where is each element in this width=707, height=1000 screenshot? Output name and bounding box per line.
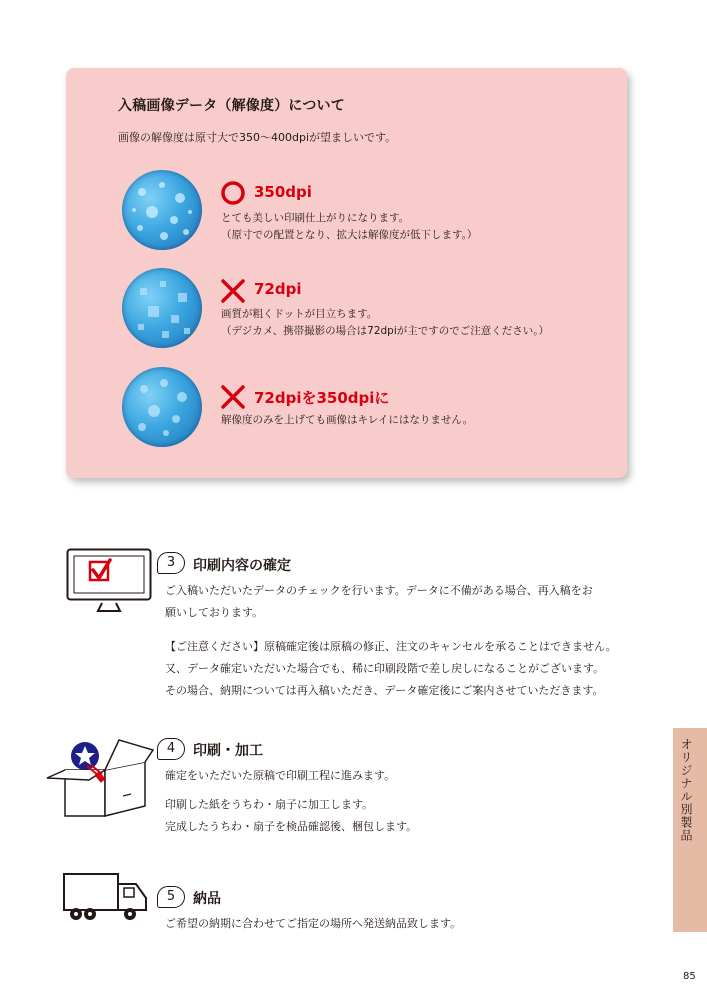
cross-mark-icon (220, 384, 246, 410)
step-4-description: 確定をいただいた原稿で印刷工程に進みます。 (165, 769, 396, 782)
step-number-4: 4 (157, 738, 185, 760)
step-3-description: ご入稿いただいたデータのチェックを行います。データに不備がある場合、再入稿をお 願いしております。 (165, 584, 593, 619)
step-5-description: ご希望の納期に合わせてご指定の場所へ発送納品致します。 (165, 917, 462, 930)
step-number-3: 3 (157, 552, 185, 574)
water-drops-image-350dpi (122, 170, 202, 250)
resolution-label-72dpi: 72dpi (254, 280, 302, 298)
resolution-desc-72dpi: 画質が粗くドットが目立ちます。 （デジカメ、携帯撮影の場合は72dpiが主ですのでご注意ください。） (221, 308, 550, 337)
truck-icon (62, 870, 152, 924)
water-drops-image-72dpi (122, 268, 202, 348)
step-number-5: 5 (157, 886, 185, 908)
water-drops-image-upscaled (122, 367, 202, 447)
side-section-label: オリジナル別製品 (679, 738, 693, 842)
resolution-desc-350dpi: とても美しい印刷仕上がりになります。 （原寸での配置となり、拡大は解像度が低下します。） (221, 212, 478, 241)
step-4-processing: 印刷した紙をうちわ・扇子に加工します。 完成したうちわ・扇子を検品確認後、梱包します。 (165, 798, 418, 833)
resolution-box-intro: 画像の解像度は原寸大で350～400dpiが望ましいです。 (118, 131, 397, 144)
resolution-label-upscaled: 72dpiを350dpiに (254, 389, 390, 407)
cross-mark-icon (220, 278, 246, 304)
step-title-5: 納品 (193, 891, 221, 907)
box-fan-icon (45, 736, 155, 818)
monitor-check-icon (66, 548, 152, 616)
resolution-label-350dpi: 350dpi (254, 183, 312, 201)
circle-mark-icon (220, 180, 246, 206)
page-number: 85 (683, 971, 696, 982)
step-title-4: 印刷・加工 (193, 743, 263, 759)
resolution-desc-upscaled: 解像度のみを上げても画像はキレイにはなりません。 (221, 414, 473, 426)
step-3-caution: 【ご注意ください】原稿確定後は原稿の修正、注文のキャンセルを承ることはできません。 又、データ確定いただいた場合でも、稀に印刷段階で差し戻しになることがございます。 その場合、納期については再入稿いただき、データ確定後にご案内させていただきます。 (165, 640, 617, 697)
resolution-box-title: 入稿画像データ（解像度）について (118, 98, 345, 114)
step-title-3: 印刷内容の確定 (193, 558, 291, 574)
